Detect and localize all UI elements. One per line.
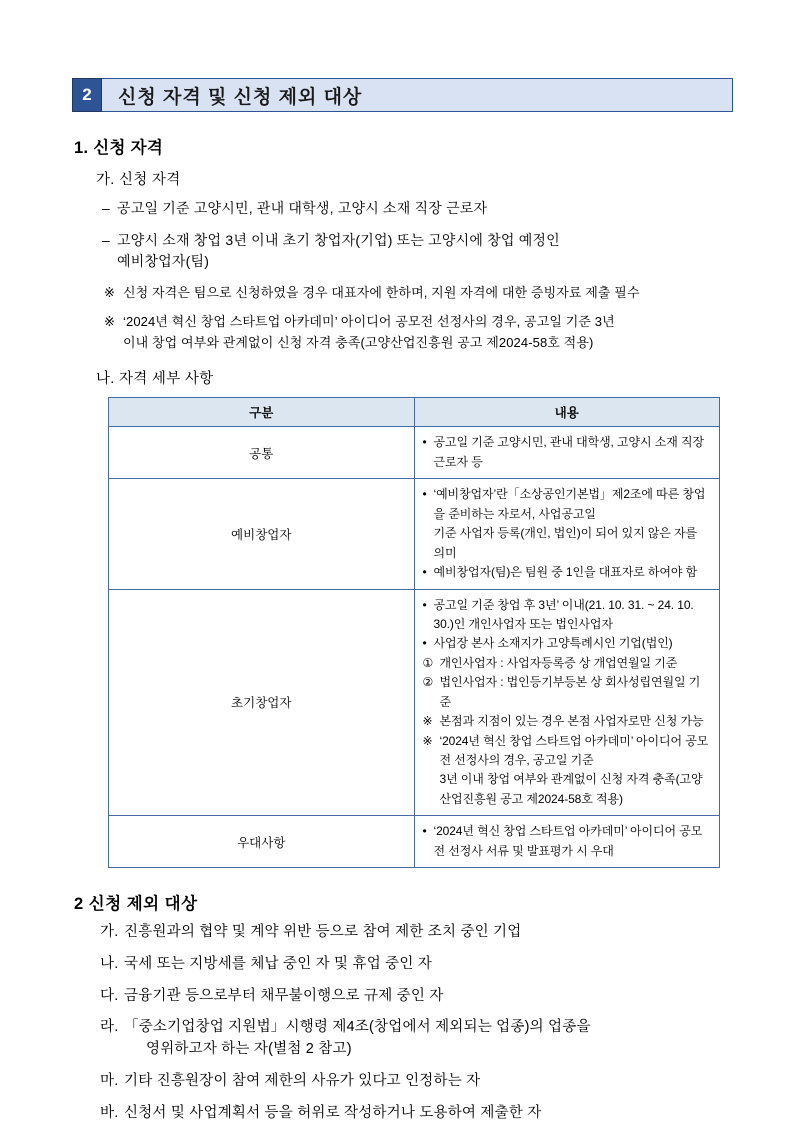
row-label: 예비창업자 — [109, 479, 415, 589]
content-line — [423, 596, 712, 635]
list-text: 진흥원과의 협약 및 계약 위반 등으로 참여 제한 조치 중인 기업 — [124, 924, 522, 941]
section-title: 신청 자격 및 신청 제외 대상 — [102, 78, 733, 112]
bullet-marker: • — [422, 824, 427, 839]
bullet-text: 고양시 소재 창업 3년 이내 초기 창업자(기업) 또는 고양시에 창업 예정인 — [117, 231, 560, 248]
list-marker: 다. — [100, 987, 119, 1004]
content-text: 공고일 기준 창업 후 3년’ 이내(21. 10. 31. ~ 24. 10. 30.)인 개인사업자 또는 법인사업자 — [433, 597, 694, 631]
content-line — [423, 563, 712, 582]
content-line — [423, 433, 712, 472]
bullet-marker: • — [422, 487, 427, 502]
bullet-marker: • — [422, 636, 427, 651]
bullet-item — [102, 230, 733, 273]
row-label: 초기창업자 — [109, 589, 415, 816]
row-content — [414, 427, 720, 479]
heading-exclusion-targets: 2 신청 제외 대상 — [74, 895, 198, 914]
table-header-category: 구분 — [109, 398, 415, 427]
heading-application-eligibility: 1. 신청 자격 — [74, 139, 164, 157]
dash-marker: – — [102, 231, 110, 248]
note-text: ‘2024년 혁신 창업 스타트업 아카데미’ 아이디어 공모전 선정사의 경우, 공고일 기준 3년 — [123, 313, 615, 329]
list-item — [100, 954, 733, 976]
bullet-marker: • — [422, 565, 427, 580]
circled-number-icon: ① — [422, 655, 434, 670]
note-text-line2: 이내 창업 여부와 관계없이 신청 자격 충족(고양산업진흥원 공고 제2024-58호 적용) — [123, 334, 594, 350]
list-text: 신청서 및 사업계획서 등을 허위로 작성하거나 도용하여 제출한 자 — [124, 1104, 542, 1121]
content-text: ‘예비창업자’란「소상공인기본법」제2조에 따른 창업을 준비하는 자로서, 사업공고일 — [433, 487, 706, 521]
content-line — [423, 634, 712, 653]
asterisk-icon: ※ — [422, 733, 433, 748]
list-marker: 바. — [100, 1104, 119, 1121]
row-content — [414, 816, 720, 868]
row-label: 공통 — [109, 427, 415, 479]
content-text: 공고일 기준 고양시민, 관내 대학생, 고양시 소재 직장 근로자 등 — [433, 435, 704, 469]
table-row — [109, 427, 720, 479]
dash-marker: – — [102, 200, 110, 216]
bullet-marker: • — [422, 597, 427, 612]
list-item — [100, 986, 733, 1008]
asterisk-icon: ※ — [422, 714, 433, 729]
list-item — [100, 1071, 733, 1093]
note-item — [104, 283, 733, 304]
list-text: 「중소기업창업 지원법」시행령 제4조(창업에서 제외되는 업종)의 업종을 — [124, 1019, 591, 1036]
content-text: 법인사업자 : 법인등기부등본 상 회사성립연월일 기준 — [439, 675, 701, 709]
content-line: 3년 이내 창업 여부와 관계없이 신청 자격 충족(고양산업진흥원 공고 제2024-58호 적용) — [439, 772, 703, 806]
content-line — [423, 712, 712, 731]
asterisk-icon: ※ — [104, 285, 115, 301]
list-marker: 라. — [100, 1019, 119, 1036]
list-item — [100, 922, 733, 944]
bullet-text: 공고일 기준 고양시민, 관내 대학생, 고양시 소재 직장 근로자 — [117, 200, 488, 216]
list-item — [100, 1017, 733, 1061]
circled-number-icon: ② — [422, 675, 434, 690]
table-header-row — [109, 398, 720, 427]
table-row — [109, 479, 720, 589]
section-banner — [72, 78, 733, 112]
content-text: ‘2024년 혁신 창업 스타트업 아카데미’ 아이디어 공모전 선정사 서류 및 발표평가 시 우대 — [433, 824, 703, 858]
content-text: 예비창업자(팀)은 팀원 중 1인을 대표자로 하여야 함 — [433, 565, 698, 580]
table-header-content: 내용 — [414, 398, 720, 427]
bullet-marker: • — [422, 435, 427, 450]
content-line — [423, 485, 712, 524]
eligibility-details-table — [108, 397, 720, 868]
content-line — [423, 822, 712, 861]
list-marker: 가. — [100, 924, 119, 941]
content-text: 개인사업자 : 사업자등록증 상 개업연월일 기준 — [439, 655, 678, 670]
list-text: 금융기관 등으로부터 채무불이행으로 규제 중인 자 — [124, 987, 444, 1004]
content-line — [423, 673, 712, 712]
content-text: 본점과 지점이 있는 경우 본점 사업자로만 신청 가능 — [439, 714, 704, 729]
bullet-item — [102, 198, 733, 220]
content-line — [423, 654, 712, 673]
content-line — [423, 732, 712, 771]
subheading-b-eligibility-details: 나. 자격 세부 사항 — [96, 371, 214, 388]
subheading-a-eligibility: 가. 신청 자격 — [96, 172, 181, 188]
row-content — [414, 589, 720, 816]
table-row — [109, 816, 720, 868]
content-line: 기준 사업자 등록(개인, 법인)이 되어 있지 않은 자를 의미 — [433, 526, 698, 560]
note-item — [104, 312, 733, 354]
list-marker: 마. — [100, 1072, 119, 1089]
list-text: 국세 또는 지방세를 체납 중인 자 및 휴업 중인 자 — [124, 955, 432, 972]
table-row — [109, 589, 720, 816]
asterisk-icon: ※ — [104, 313, 115, 329]
content-text: 사업장 본사 소재지가 고양특례시인 기업(법인) — [433, 636, 673, 651]
note-text: 신청 자격은 팀으로 신청하였을 경우 대표자에 한하며, 지원 자격에 대한 증빙자료 제출 필수 — [123, 285, 640, 301]
content-text: ‘2024년 혁신 창업 스타트업 아카데미’ 아이디어 공모전 선정사의 경우, 공고일 기준 — [439, 733, 709, 768]
row-content — [414, 479, 720, 589]
list-marker: 나. — [100, 955, 119, 972]
row-label: 우대사항 — [109, 816, 415, 868]
list-text-line2: 영위하고자 하는 자(별첨 2 참고) — [146, 1041, 352, 1058]
section-number: 2 — [72, 78, 102, 112]
bullet-text-line2: 예비창업자(팀) — [117, 253, 210, 270]
list-text: 기타 진흥원장이 참여 제한의 사유가 있다고 인정하는 자 — [124, 1072, 481, 1089]
